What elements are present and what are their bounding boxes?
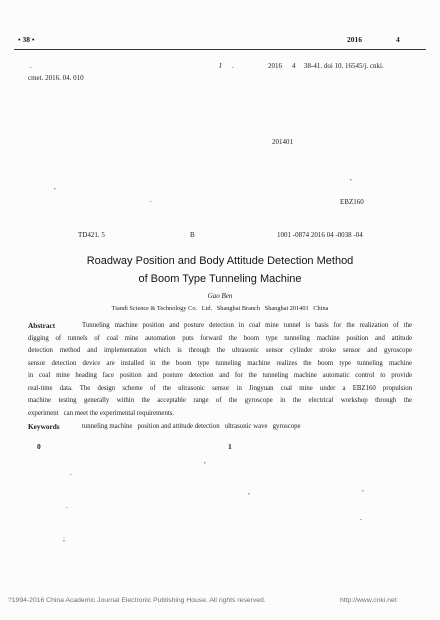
abstract-row	[28, 408, 412, 421]
machine-model-fragment: EBZ160	[340, 198, 364, 206]
stray-mark: .	[66, 502, 68, 510]
abstract-row	[28, 383, 412, 396]
english-title-line-1: Roadway Position and Body Attitude Detection Method	[86, 255, 354, 267]
citation-type-code-mark: .	[232, 62, 234, 70]
stray-mark: ;	[63, 535, 65, 543]
abstract-line: in coal mine heading face position and posture detection and for the tunneling machine automatic control to provide	[28, 372, 412, 379]
keywords-label: Keywords	[28, 422, 60, 431]
header-divider	[14, 49, 426, 50]
article-number: 1001 -0874 2016 04 -0038 -04	[277, 231, 363, 239]
abstract-row	[28, 358, 412, 371]
citation-type-code: J	[219, 62, 222, 70]
abstract-label: Abstract	[28, 321, 56, 330]
abstract-row	[28, 320, 412, 333]
english-abstract	[28, 320, 412, 434]
abstract-line: digging of tunnels of coal mine automation puts forward the boom type tunneling machine position and attitude	[28, 334, 412, 342]
stray-mark: .	[360, 514, 362, 522]
abstract-line: machine testing generally within the acceptable range of the gyroscope in the electrical workshop through the	[28, 397, 412, 404]
english-author: Gao Ben	[207, 292, 233, 300]
keywords-text: tunneling machine position and attitude detection ultrasonic wave gyroscope	[82, 423, 301, 430]
abstract-row	[28, 370, 412, 383]
page-number: • 38 •	[18, 35, 35, 44]
stray-mark: ,	[350, 174, 352, 182]
stray-mark: ,	[54, 183, 56, 191]
journal-year: 2016	[347, 35, 362, 44]
english-affiliation: Tiandi Science & Technology Co. Ltd. Shanghai Branch Shanghai 201401 China	[111, 305, 329, 312]
abstract-row	[28, 345, 412, 358]
stray-mark: .	[70, 469, 72, 477]
citation-lead-mark: .	[30, 62, 32, 70]
abstract-line: experiment can meet the experimental requirements.	[28, 409, 175, 417]
copyright-notice: ?1994-2016 China Academic Journal Electronic Publishing House. All rights reserved.	[8, 597, 266, 604]
citation-issue: 4	[292, 62, 296, 70]
document-code: B	[190, 231, 195, 239]
publisher-url: http://www.cnki.net	[340, 597, 397, 604]
citation-pages-doi: 38-41. doi 10. 16545/j. cnki.	[304, 62, 384, 70]
section-number-1: 1	[228, 442, 232, 451]
abstract-row	[28, 333, 412, 346]
english-title-line-2: of Boom Type Tunneling Machine	[138, 273, 302, 285]
postcode-fragment: 201401	[272, 138, 293, 146]
abstract-row	[28, 395, 412, 408]
section-number-0: 0	[37, 442, 41, 451]
stray-mark: ,	[362, 485, 364, 493]
stray-mark: ,	[248, 488, 250, 496]
abstract-line: detection method and implementation which is through the ultrasonic sensor cylinder stroke sensor and gyroscope	[28, 347, 412, 354]
abstract-line: Tunneling machine position and posture detection in coal mine tunnel is basis for the realization of the	[82, 322, 412, 329]
citation-year: 2016	[268, 62, 282, 70]
clc-number: TD421. 5	[78, 231, 105, 239]
keywords-row	[28, 421, 412, 434]
citation-doi-continued: cmet. 2016. 04. 010	[28, 74, 84, 82]
abstract-line: real-time data. The design scheme of the ultrasonic sensor in Jingyuan coal mine under a EBZ160 propulsion	[28, 384, 412, 392]
stray-mark: ,	[204, 457, 206, 465]
journal-issue: 4	[396, 35, 400, 44]
abstract-line: sensor detection device are installed in the boom type tunneling machine realizes the boom type tunneling machine	[28, 359, 412, 367]
stray-mark: .	[150, 196, 152, 204]
